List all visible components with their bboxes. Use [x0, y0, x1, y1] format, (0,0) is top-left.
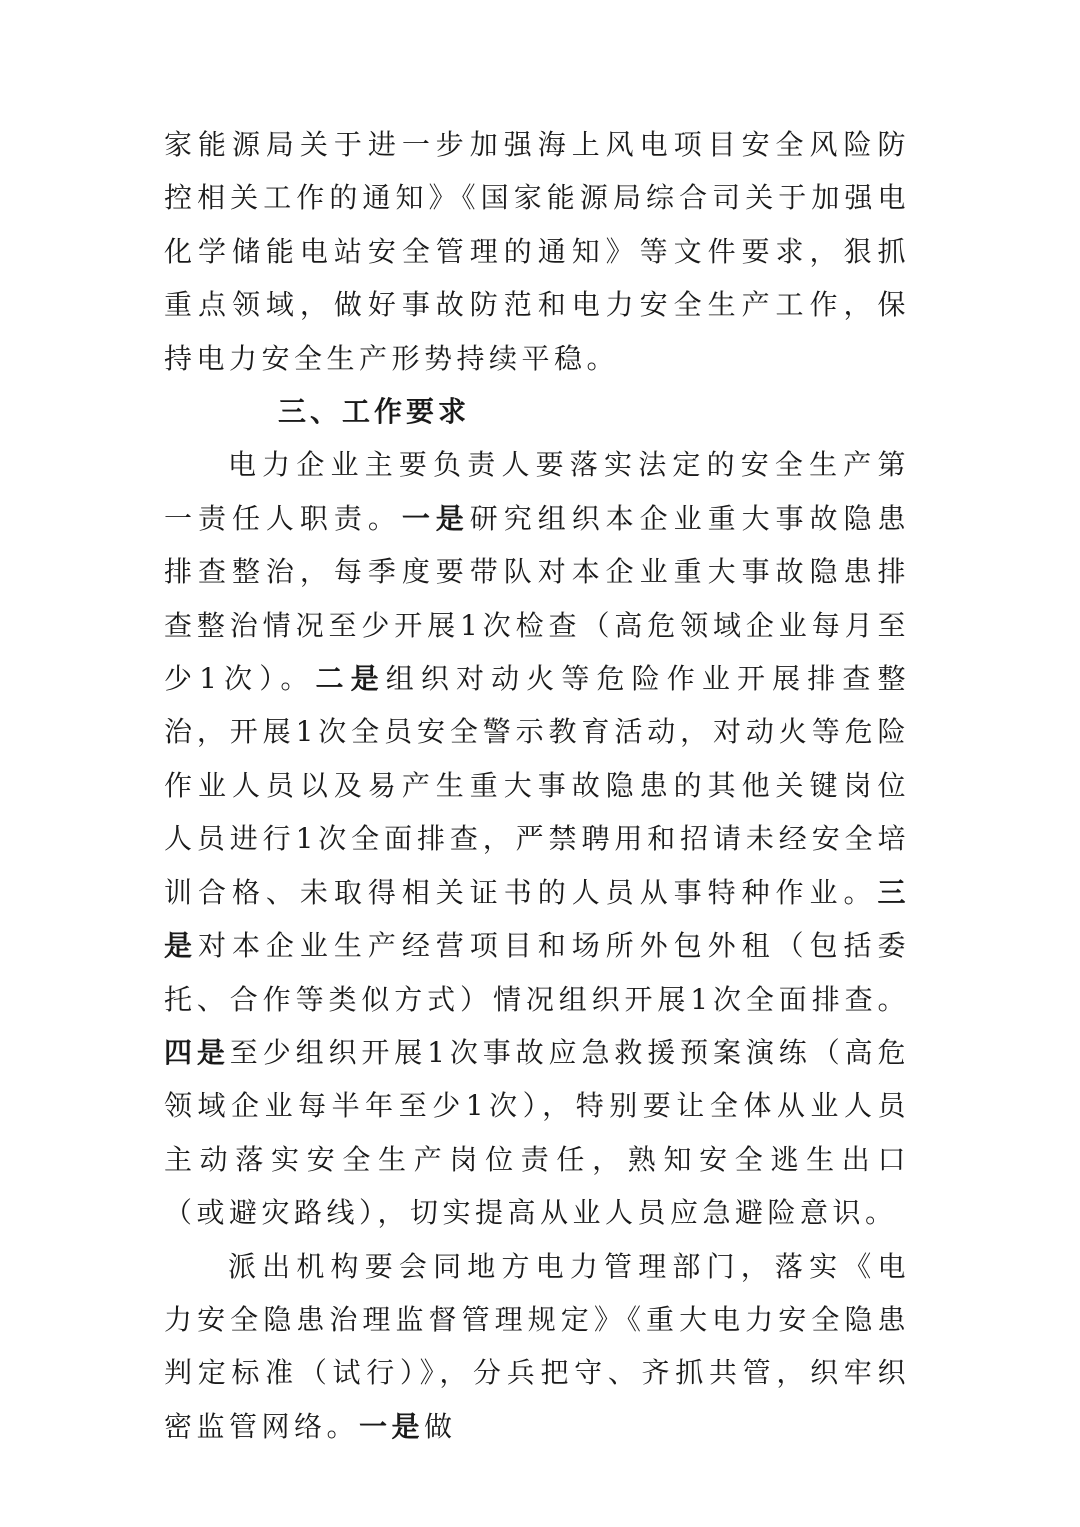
agency-intro-text: 派出机构要会同地方电力管理部门，落实《电力安全隐患治理监督管理规定》《重大电力安全隐患判定标准（试行）》，分兵把守、齐抓共管，织牢织密监管网络。 — [164, 1249, 910, 1443]
item-fourth-text: 至少组织开展1次事故应急救援预案演练（高危领域企业每半年至少1次），特别要让全体从业人员主动落实安全生产岗位责任，熟知安全逃生出口（或避灾路线），切实提高从业人员应急避险意识。 — [164, 1035, 910, 1230]
item-first-text: 研究组织本企业重大事故隐患排查整治，每季度要带队对本企业重大事故隐患排查整治情况至少开展1次检查（高危领域企业每月至少1次）。 — [164, 501, 910, 696]
paragraph-intro-text: 电力企业主要负责人要落实法定的安全生产第一责任人职责。 — [164, 448, 910, 535]
keyword-first: 一是 — [401, 501, 470, 535]
document-body — [164, 118, 910, 1453]
keyword-fourth: 四是 — [164, 1035, 230, 1069]
paragraph-agency-duties — [164, 1240, 910, 1454]
item-third-text: 对本企业生产经营项目和场所外包外租（包括委托、合作等类似方式）情况组织开展1次全面排查。 — [164, 929, 910, 1016]
paragraph-continuation: 家能源局关于进一步加强海上风电项目安全风险防控相关工作的通知》《国家能源局综合司关于加强电化学储能电站安全管理的通知》等文件要求，狠抓重点领域，做好事故防范和电力安全生产工作，保持电力安全生产形势持续平稳。 — [164, 128, 910, 375]
keyword-second: 二是 — [315, 662, 386, 696]
agency-tail-text: 做 — [424, 1409, 457, 1443]
section-heading: 三、工作要求 — [278, 395, 471, 429]
agency-keyword-first: 一是 — [359, 1409, 425, 1443]
keyword-third: 三是 — [164, 875, 910, 963]
paragraph-enterprise-duties — [164, 438, 910, 1239]
item-second-text: 组织对动火等危险作业开展排查整治，开展1次全员安全警示教育活动，对动火等危险作业人员以及易产生重大事故隐患的其他关键岗位人员进行1次全面排查，严禁聘用和招请未经安全培训合格、未取得相关证书的人员从事特种作业。 — [164, 662, 910, 909]
